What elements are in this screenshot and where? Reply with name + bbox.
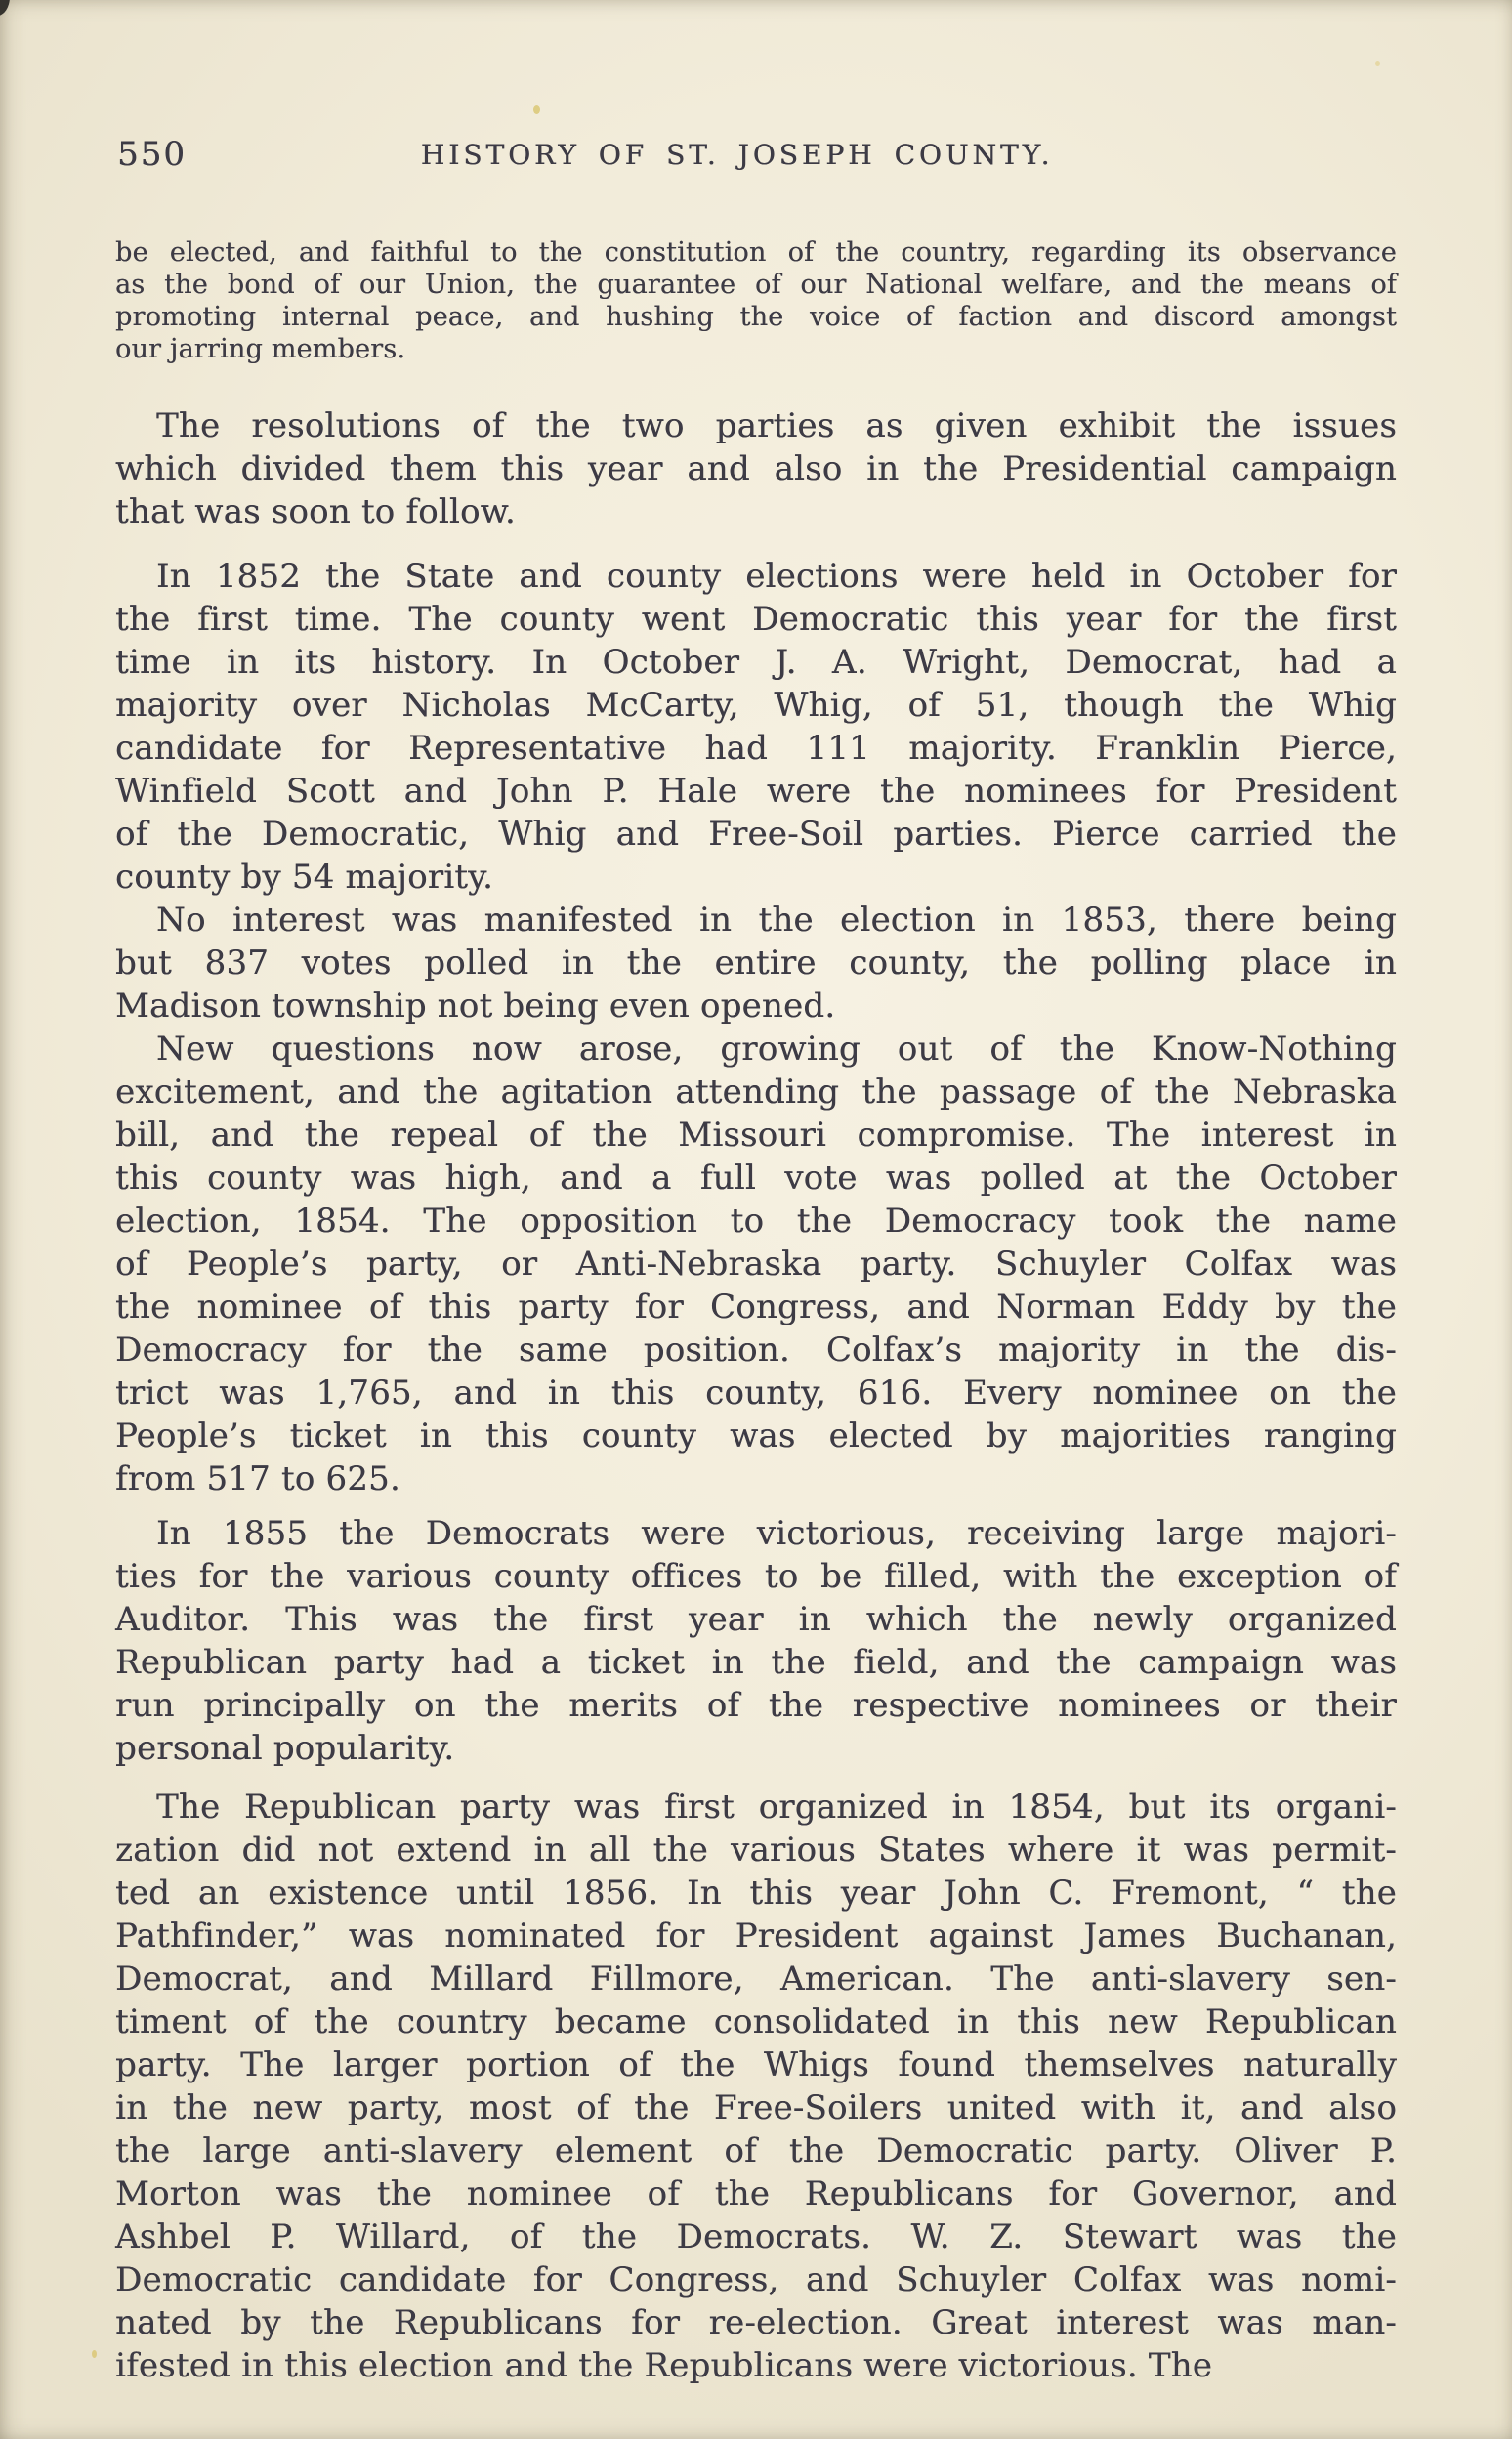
text-line: trict was 1,765, and in this county, 616. Every nominee on the bbox=[115, 1373, 1397, 1412]
page-number: 550 bbox=[117, 135, 187, 174]
text-line: but 837 votes polled in the entire county, the polling place in bbox=[115, 944, 1397, 983]
scan-artifact-speck bbox=[1375, 61, 1380, 66]
text-line: Auditor. This was the first year in which the newly organized bbox=[115, 1600, 1397, 1639]
text-line: time in its history. In October J. A. Wright, Democrat, had a bbox=[115, 643, 1397, 682]
text-line: Madison township not being even opened. bbox=[115, 987, 836, 1026]
text-line: of the Democratic, Whig and Free-Soil parties. Pierce carried the bbox=[115, 815, 1397, 854]
paragraph-1853-election bbox=[115, 899, 1397, 1028]
text-line: nated by the Republicans for re-election. Great interest was man- bbox=[115, 2303, 1397, 2342]
text-line: this county was high, and a full vote was polled at the October bbox=[115, 1158, 1397, 1198]
text-line: promoting internal peace, and hushing the voice of faction and discord amongst bbox=[115, 302, 1397, 332]
text-line: of People’s party, or Anti-Nebraska party. Schuyler Colfax was bbox=[115, 1244, 1397, 1283]
text-line: our jarring members. bbox=[115, 334, 406, 364]
paragraph-1855-election bbox=[115, 1512, 1397, 1770]
text-line: the first time. The county went Democratic this year for the first bbox=[115, 600, 1397, 639]
text-line: Winfield Scott and John P. Hale were the nominees for President bbox=[115, 772, 1397, 811]
scan-artifact-speck bbox=[533, 105, 540, 114]
paragraph-republican-party-1856 bbox=[115, 1786, 1397, 2387]
text-line: Democrat, and Millard Fillmore, American. The anti-slavery sen- bbox=[115, 1959, 1397, 1998]
text-line: from 517 to 625. bbox=[115, 1459, 400, 1498]
text-line: ted an existence until 1856. In this year John C. Fremont, “ the bbox=[115, 1873, 1397, 1913]
text-line: Ashbel P. Willard, of the Democrats. W. Z. Stewart was the bbox=[115, 2217, 1397, 2256]
text-line: as the bond of our Union, the guarantee of our National welfare, and the means of bbox=[115, 270, 1397, 300]
paragraph-party-resolutions bbox=[115, 404, 1397, 533]
text-line: personal popularity. bbox=[115, 1729, 455, 1768]
text-line: majority over Nicholas McCarty, Whig, of 51, though the Whig bbox=[115, 686, 1397, 725]
text-line: The resolutions of the two parties as given exhibit the issues bbox=[156, 406, 1397, 445]
text-line: the large anti-slavery element of the Democratic party. Oliver P. bbox=[115, 2131, 1397, 2170]
page-text-block bbox=[115, 236, 1397, 2387]
text-line: No interest was manifested in the election in 1853, there being bbox=[156, 901, 1397, 940]
scan-artifact-speck bbox=[92, 2350, 97, 2358]
text-line: Morton was the nominee of the Republicans for Governor, and bbox=[115, 2174, 1397, 2213]
text-line: New questions now arose, growing out of the Know-Nothing bbox=[156, 1030, 1397, 1069]
quoted-excerpt-paragraph bbox=[115, 236, 1397, 365]
text-line: In 1855 the Democrats were victorious, receiving large majori- bbox=[156, 1514, 1397, 1553]
text-line: zation did not extend in all the various States where it was permit- bbox=[115, 1830, 1397, 1870]
text-line: that was soon to follow. bbox=[115, 492, 516, 531]
text-line: in the new party, most of the Free-Soilers united with it, and also bbox=[115, 2088, 1397, 2127]
text-line: timent of the country became consolidated in this new Republican bbox=[115, 2002, 1397, 2041]
text-line: ties for the various county offices to be filled, with the exception of bbox=[115, 1557, 1397, 1596]
text-line: ifested in this election and the Republicans were victorious. The bbox=[115, 2346, 1213, 2385]
text-line: party. The larger portion of the Whigs found themselves naturally bbox=[115, 2045, 1397, 2084]
text-line: Democratic candidate for Congress, and Schuyler Colfax was nomi- bbox=[115, 2260, 1397, 2299]
text-line: county by 54 majority. bbox=[115, 858, 494, 897]
text-line: Pathfinder,” was nominated for President against James Buchanan, bbox=[115, 1916, 1397, 1955]
paragraph-1852-election bbox=[115, 555, 1397, 899]
scan-artifact-corner bbox=[0, 0, 10, 16]
text-line: candidate for Representative had 111 majority. Franklin Pierce, bbox=[115, 729, 1397, 768]
running-title: HISTORY OF ST. JOSEPH COUNTY. bbox=[420, 139, 1054, 171]
text-line: the nominee of this party for Congress, and Norman Eddy by the bbox=[115, 1287, 1397, 1326]
text-line: run principally on the merits of the respective nominees or their bbox=[115, 1686, 1397, 1725]
text-line: election, 1854. The opposition to the Democracy took the name bbox=[115, 1201, 1397, 1241]
text-line: bill, and the repeal of the Missouri compromise. The interest in bbox=[115, 1115, 1397, 1155]
page-header bbox=[115, 135, 1397, 178]
text-line: which divided them this year and also in the Presidential campaign bbox=[115, 449, 1397, 488]
text-line: Democracy for the same position. Colfax’s majority in the dis- bbox=[115, 1330, 1397, 1369]
text-line: People’s ticket in this county was elected by majorities ranging bbox=[115, 1416, 1397, 1455]
text-line: In 1852 the State and county elections were held in October for bbox=[156, 557, 1397, 596]
text-line: The Republican party was first organized in 1854, but its organi- bbox=[156, 1787, 1397, 1827]
text-line: excitement, and the agitation attending the passage of the Nebraska bbox=[115, 1072, 1397, 1112]
text-line: be elected, and faithful to the constitution of the country, regarding its observance bbox=[115, 237, 1397, 268]
paragraph-know-nothing-1854 bbox=[115, 1028, 1397, 1500]
text-line: Republican party had a ticket in the field, and the campaign was bbox=[115, 1643, 1397, 1682]
